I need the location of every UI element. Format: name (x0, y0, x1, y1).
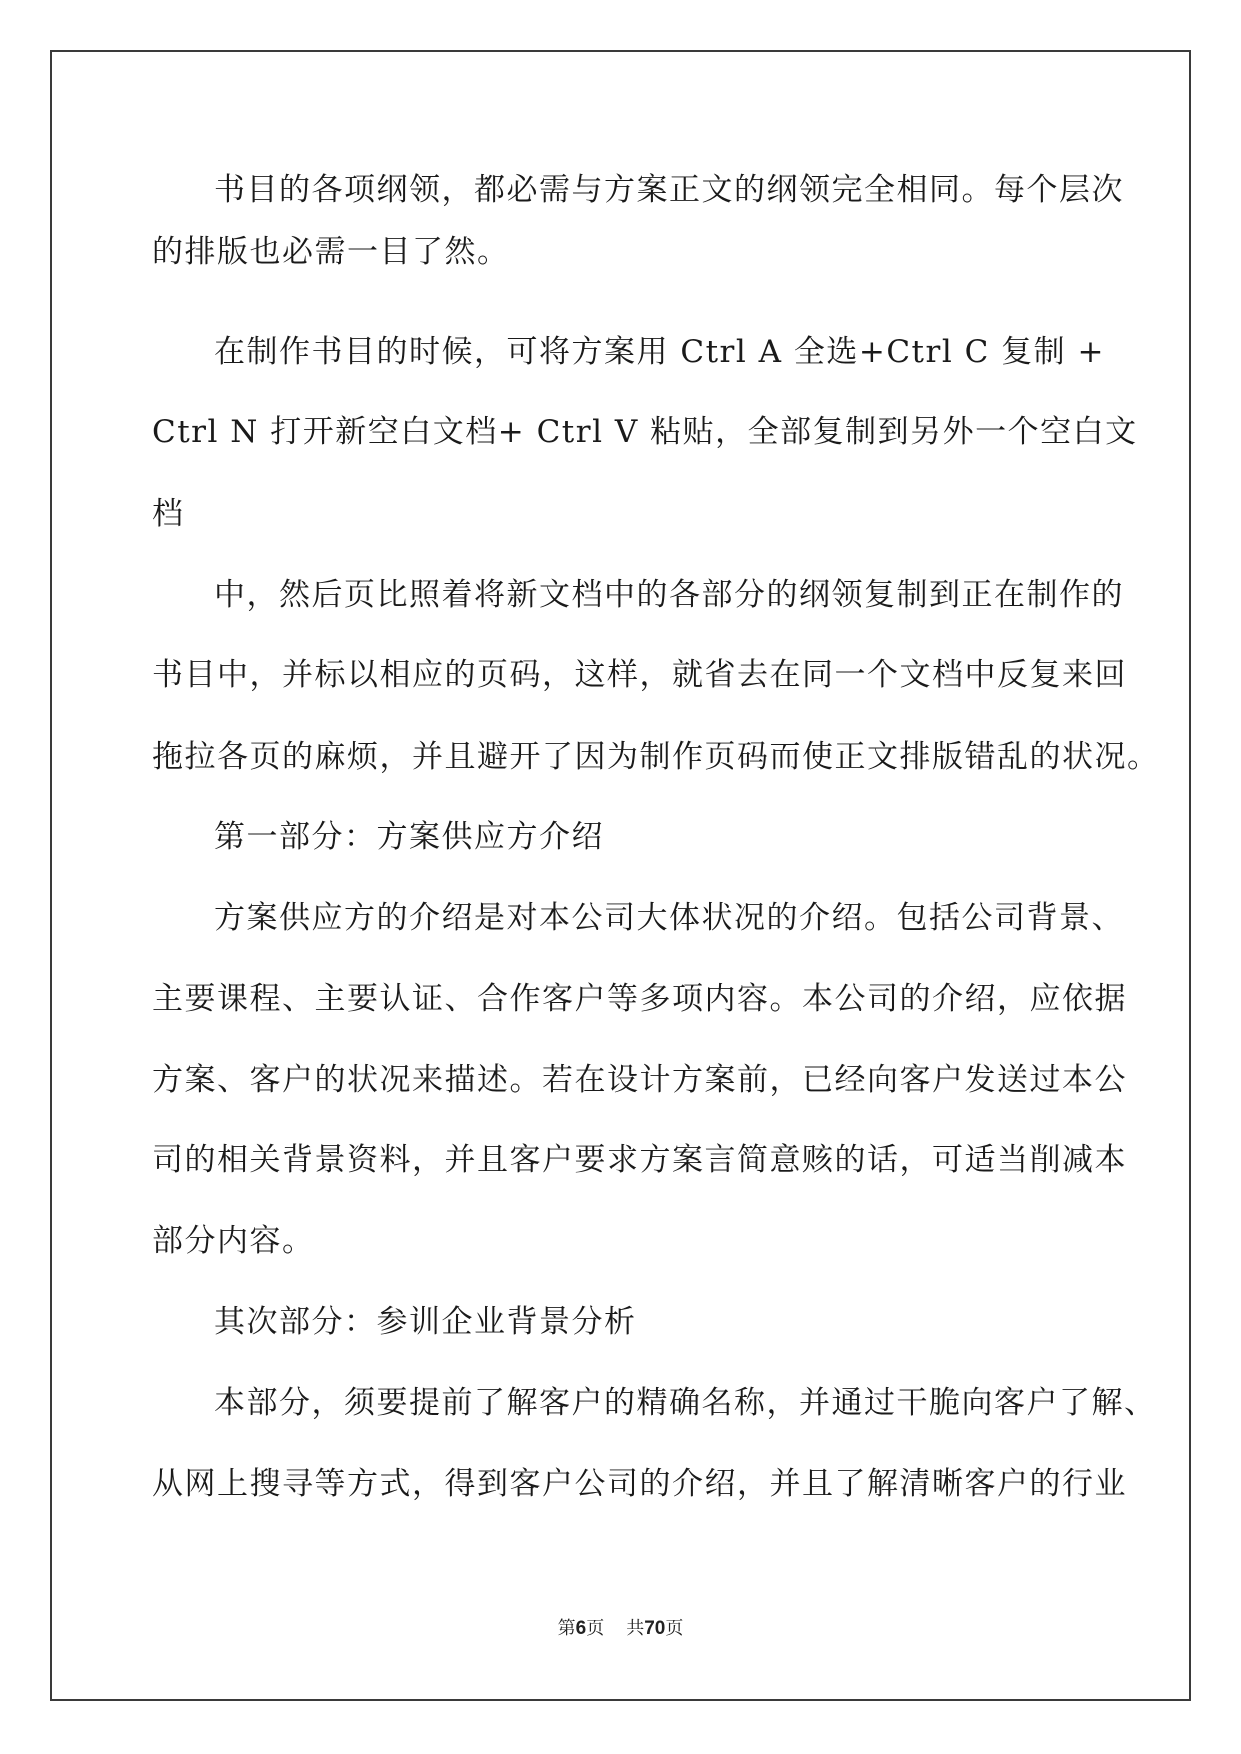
paragraph-line: 主要课程、主要认证、合作客户等多项内容。本公司的介绍，应依据 (152, 981, 1127, 1017)
paragraph-line: 本部分，须要提前了解客户的精确名称，并通过干脆向客户了解、 (214, 1385, 1157, 1421)
total-label-prefix: 共 (626, 1618, 645, 1639)
paragraph-line: 书目中，并标以相应的页码，这样，就省去在同一个文档中反复来回 (152, 657, 1127, 693)
total-pages: 70 (644, 1618, 666, 1639)
section-heading: 其次部分：参训企业背景分析 (214, 1304, 637, 1340)
paragraph-line: 中，然后页比照着将新文档中的各部分的纲领复制到正在制作的 (214, 577, 1124, 613)
paragraph-line: 拖拉各页的麻烦，并且避开了因为制作页码而使正文排版错乱的状况。 (152, 739, 1160, 775)
page-number: 6 (575, 1618, 587, 1639)
section-heading: 第一部分：方案供应方介绍 (214, 819, 604, 855)
page-label-prefix: 第 (557, 1618, 576, 1639)
paragraph-line: 的排版也必需一目了然。 (152, 234, 510, 270)
page-footer (0, 1617, 1241, 1641)
paragraph-line: Ctrl N 打开新空白文档+ Ctrl V 粘贴，全部复制到另外一个空白文 (152, 414, 1138, 450)
page-border (50, 50, 1191, 1701)
paragraph-line: 书目的各项纲领，都必需与方案正文的纲领完全相同。每个层次 (214, 172, 1124, 208)
total-label-suffix: 页 (665, 1618, 684, 1639)
paragraph-line: 档 (152, 496, 185, 532)
page-label-suffix: 页 (586, 1618, 605, 1639)
paragraph-line: 在制作书目的时候，可将方案用 Ctrl A 全选+Ctrl C 复制 + (214, 334, 1105, 370)
paragraph-line: 部分内容。 (152, 1223, 315, 1259)
paragraph-line: 方案、客户的状况来描述。若在设计方案前，已经向客户发送过本公 (152, 1062, 1127, 1098)
paragraph-line: 方案供应方的介绍是对本公司大体状况的介绍。包括公司背景、 (214, 900, 1124, 936)
paragraph-line: 从网上搜寻等方式，得到客户公司的介绍，并且了解清晰客户的行业 (152, 1466, 1127, 1502)
paragraph-line: 司的相关背景资料，并且客户要求方案言简意赅的话，可适当削减本 (152, 1142, 1127, 1178)
